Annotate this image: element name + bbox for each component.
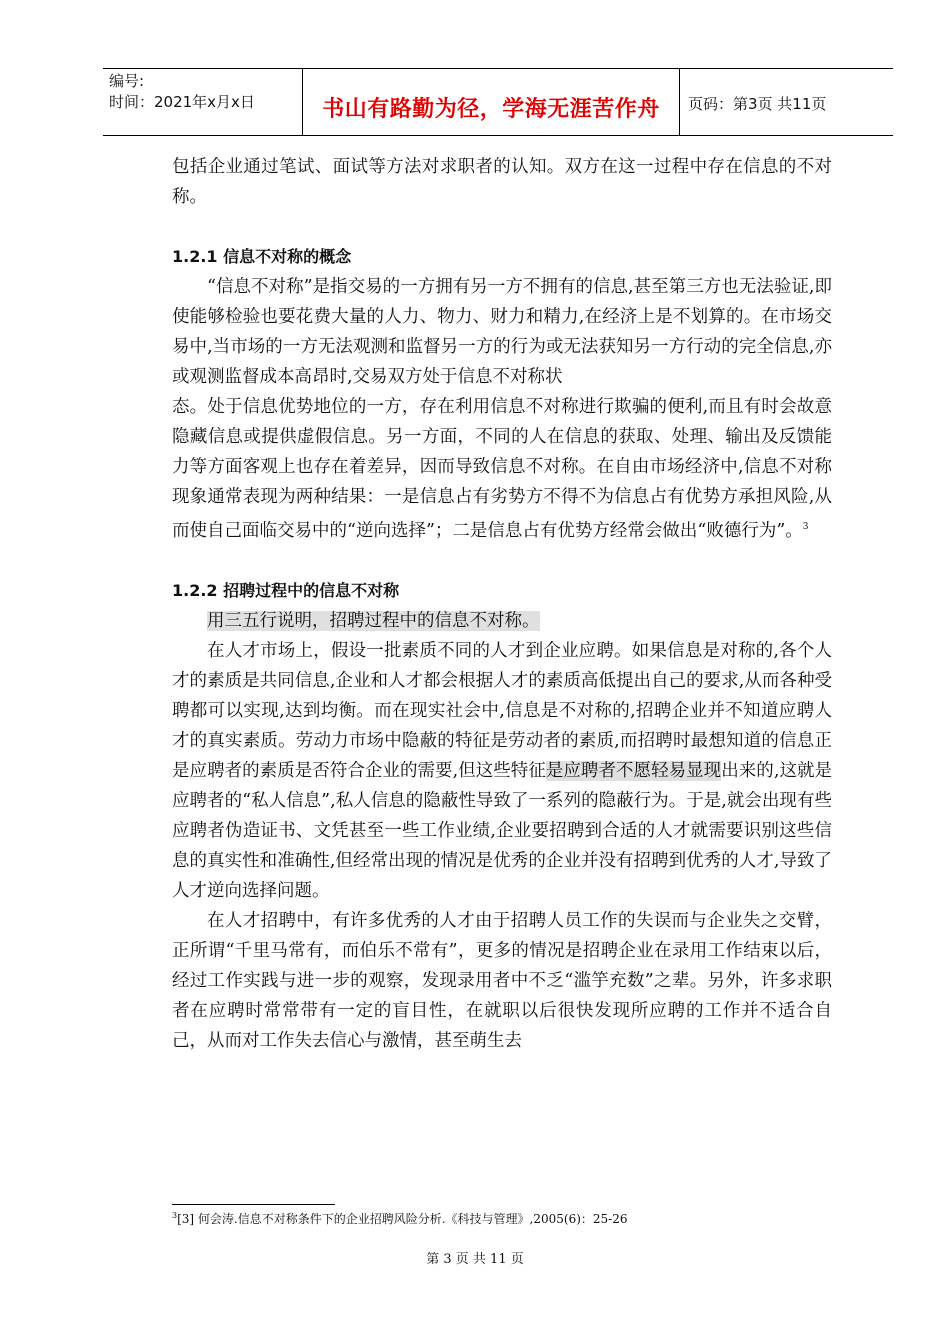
paragraph-talent-market bbox=[172, 636, 832, 906]
paragraph-text: 态。处于信息优势地位的一方，存在利用信息不对称进行欺骗的便利,而且有时会故意隐藏信息或提供虚假信息。另一方面，不同的人在信息的获取、处理、输出及反馈能力等方面客观上也存在着差异，因而导致信息不对称。在自由市场经济中,信息不对称现象通常表现为两种结果：一是信息占有劣势方不得不为信息占有优势方承担风险,从而使自己面临交易中的“逆向选择”；二是信息占有优势方经常会做出“败德行为”。 bbox=[172, 397, 832, 541]
paragraph-instruction bbox=[172, 606, 832, 636]
paragraph-asymmetry-definition: “信息不对称”是指交易的一方拥有另一方不拥有的信息,甚至第三方也无法验证,即使能够检验也要花费大量的人力、物力、财力和精力,在经济上是不划算的。在市场交易中,当市场的一方无法观测和监督另一方的行为或无法获知另一方行动的完全信息,亦或观测监督成本高昂时,交易双方处于信息不对称状 bbox=[172, 277, 832, 387]
paragraph-asymmetry-effects bbox=[172, 392, 832, 546]
paragraph-text-b: 出来的,这就是应聘者的“私人信息”,私人信息的隐蔽性导致了一系列的隐蔽行为。于是,就会出现有些应聘者伪造证书、文凭甚至一些工作业绩,企业要招聘到合适的人才就需要识别这些信息的真实性和准确性,但经常出现的情况是优秀的企业并没有招聘到优秀的人才,导致了人才逆向选择问题。 bbox=[172, 761, 833, 901]
header-time: 时间：2021年x月x日 bbox=[109, 93, 255, 111]
header-page-label: 页码：第3页 共11页 bbox=[688, 94, 827, 113]
footnote-divider bbox=[172, 1204, 335, 1205]
page-number: 第 3 页 共 11 页 bbox=[426, 1252, 524, 1267]
header-motto: 书山有路勤为径，学海无涯苦作舟 bbox=[303, 69, 680, 135]
footnote-number: 3 bbox=[172, 1211, 178, 1220]
highlighted-instruction: 用三五行说明，招聘过程中的信息不对称。 bbox=[207, 611, 540, 631]
footnote-ref: 3 bbox=[802, 522, 809, 532]
section-heading-1-2-2: 1.2.2 招聘过程中的信息不对称 bbox=[172, 581, 400, 600]
paragraph-continuation: 包括企业通过笔试、面试等方法对求职者的认知。双方在这一过程中存在信息的不对称。 bbox=[172, 157, 832, 207]
header-meta bbox=[103, 69, 303, 135]
paragraph-text-a: 在人才市场上，假设一批素质不同的人才到企业应聘。如果信息是对称的,各个人才的素质是共同信息,企业和人才都会根据人才的素质高低提出自己的要求,从而各种受聘都可以实现,达到均衡。而在现实社会中,信息是不对称的,招聘企业并不知道应聘人才的真实素质。劳动力市场中隐蔽的特征是劳动者的素质,而招聘时最想知道的信息正是应聘者的素质是否符合企业的需要,但这些特征 bbox=[172, 641, 832, 781]
highlighted-phrase: 是应聘者不愿轻易显现 bbox=[545, 761, 722, 781]
header-number: 编号: bbox=[109, 72, 145, 90]
document-header bbox=[103, 68, 893, 136]
footnote bbox=[172, 1210, 627, 1227]
document-body bbox=[172, 152, 832, 1056]
paragraph-recruitment: 在人才招聘中，有许多优秀的人才由于招聘人员工作的失误而与企业失之交臂，正所谓“千里马常有，而伯乐不常有”，更多的情况是招聘企业在录用工作结束以后，经过工作实践与进一步的观察，发现录用者中不乏“滥竽充数”之辈。另外，许多求职者在应聘时常常带有一定的盲目性，在就职以后很快发现所应聘的工作并不适合自己，从而对工作失去信心与激情，甚至萌生去 bbox=[172, 911, 832, 1051]
footnote-text: [3] 何会涛.信息不对称条件下的企业招聘风险分析.《科技与管理》,2005(6)：25-26 bbox=[177, 1212, 628, 1226]
section-heading-1-2-1: 1.2.1 信息不对称的概念 bbox=[172, 247, 352, 266]
